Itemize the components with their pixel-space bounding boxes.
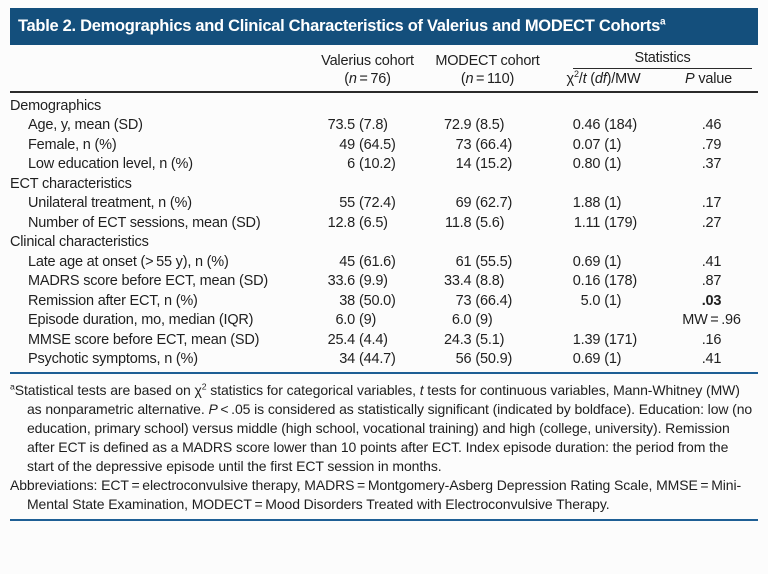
cell-p-value: .41 [701,253,722,270]
row-label: ECT characteristics [10,175,132,192]
cell-modect: 33.4 (8.8) [443,273,505,290]
row-label: Clinical characteristics [10,234,149,251]
row-label: MADRS score before ECT, mean (SD) [28,273,268,290]
cell-stat: 1.11 (179) [573,214,638,231]
table-container [10,8,758,521]
cell-modect: 56 (50.9) [455,351,513,368]
table-body [10,93,758,369]
cell-modect: 73 (66.4) [455,292,513,309]
cell-modect: 61 (55.5) [455,253,513,270]
cell-valerius: 45 (61.6) [339,253,396,270]
table-title: Table 2. Demographics and Clinical Characteristics of Valerius and MODECT Cohorts [18,17,660,35]
row-label: Psychotic symptoms, n (%) [28,351,198,368]
cell-p-value: .46 [701,117,722,134]
valerius-n-label: (n = 76) [344,71,391,87]
cell-valerius: 55 (72.4) [339,195,396,212]
footnote-marker: a [10,381,15,392]
cell-stat: 0.16 (178) [572,273,638,290]
cell-valerius: 38 (50.0) [339,292,396,309]
table-row [10,291,758,311]
cell-modect: 11.8 (5.6) [445,214,505,231]
p-value-header: P value [685,71,732,87]
cell-modect: 6.0 (9) [451,312,493,329]
table-title-bar [10,8,758,45]
cell-valerius: 33.6 (9.9) [327,273,388,290]
cell-stat: 0.69 (1) [572,351,622,368]
table-row [10,194,758,214]
footnote: Abbreviations: ECT = electroconvulsive therapy, MADRS = Montgomery-Asberg Depression Rating Scale, MMSE = Mini-Mental State Examination, MODECT = Mood Disorders Treated with Electroconvulsive Therapy. [10,477,742,512]
cell-p-value: .16 [701,331,722,348]
cell-p-value: .87 [701,273,722,290]
cell-p-value: .41 [701,351,722,368]
column-header-valerius [305,52,430,88]
row-label: Late age at onset (> 55 y), n (%) [28,253,229,270]
cell-stat: 1.39 (171) [572,331,638,348]
row-label: Unilateral treatment, n (%) [28,195,192,212]
title-footnote-marker: a [659,16,666,28]
cell-modect: 72.9 (8.5) [443,117,505,134]
cell-modect: 73 (66.4) [455,136,513,153]
cell-p-value: .79 [701,136,722,153]
cell-stat: 0.46 (184) [572,117,638,134]
cell-stat: 1.88 (1) [572,195,622,212]
statistics-group-label: Statistics [573,50,752,69]
cell-p-value: MW = .96 [682,312,741,329]
cell-valerius: 6.0 (9) [335,312,377,329]
cell-stat: 5.0 (1) [580,292,622,309]
table-row [10,272,758,292]
cell-valerius: 12.8 (6.5) [327,214,388,231]
section-row [10,233,758,253]
cell-p-value: .17 [701,195,722,212]
modect-n-label: (n = 110) [460,71,515,87]
cell-p-value: .37 [701,156,722,173]
cell-valerius: 6 (10.2) [347,156,396,173]
row-label: MMSE score before ECT, mean (SD) [28,331,260,348]
cell-valerius: 49 (64.5) [339,136,396,153]
table-row [10,311,758,331]
row-label: Age, y, mean (SD) [28,117,143,134]
cell-p-value: .27 [701,214,722,231]
footnote: $^a$Statistical tests are based on $\chi^2$ statistics for categorical variables, t tests for continuous variables, Mann-Whitney (MW) as nonparametric alternative. P < .05 is considered as statistically significant (indicated by boldface). Education: low (no education, primary school) versus middle (high school, vocational training) and high (college, university). Remission after ECT is defined as a MADRS score lower than 10 points after ECT. Index episode duration: the period from the start of the depressive episode until the first ECT session in months. [10,381,753,474]
column-header-statistics-group [545,50,755,88]
statistics-subheaders [545,70,755,88]
chi-square-t-df-mw-header: $\chi^2/t$ (df)/MW [566,69,641,87]
cell-stat: 0.07 (1) [572,136,622,153]
row-label: Demographics [10,97,102,114]
table-row [10,213,758,233]
table-row [10,116,758,136]
cell-modect: 14 (15.2) [455,156,513,173]
row-label: Remission after ECT, n (%) [28,292,198,309]
cell-modect: 69 (62.7) [455,195,513,212]
cell-stat: 0.69 (1) [572,253,622,270]
column-header-modect [430,52,545,88]
row-label: Female, n (%) [28,136,117,153]
table-row [10,350,758,370]
modect-cohort-label: MODECT cohort [435,53,540,69]
table-bottom-rule [10,372,758,374]
row-label: Number of ECT sessions, mean (SD) [28,214,261,231]
cell-valerius: 34 (44.7) [339,351,396,368]
cell-p-value: .03 [701,292,722,309]
footnotes [10,381,758,514]
cell-valerius: 73.5 (7.8) [327,117,388,134]
figure-bottom-rule [10,519,758,521]
column-header-row [10,50,758,93]
row-label: Low education level, n (%) [28,156,193,173]
section-row [10,174,758,194]
valerius-cohort-label: Valerius cohort [321,53,414,69]
table-row [10,155,758,175]
row-label: Episode duration, mo, median (IQR) [28,312,254,329]
table-row [10,135,758,155]
table-row [10,252,758,272]
cell-stat: 0.80 (1) [572,156,622,173]
section-row [10,96,758,116]
table-row [10,330,758,350]
cell-valerius: 25.4 (4.4) [327,331,388,348]
cell-modect: 24.3 (5.1) [443,331,505,348]
